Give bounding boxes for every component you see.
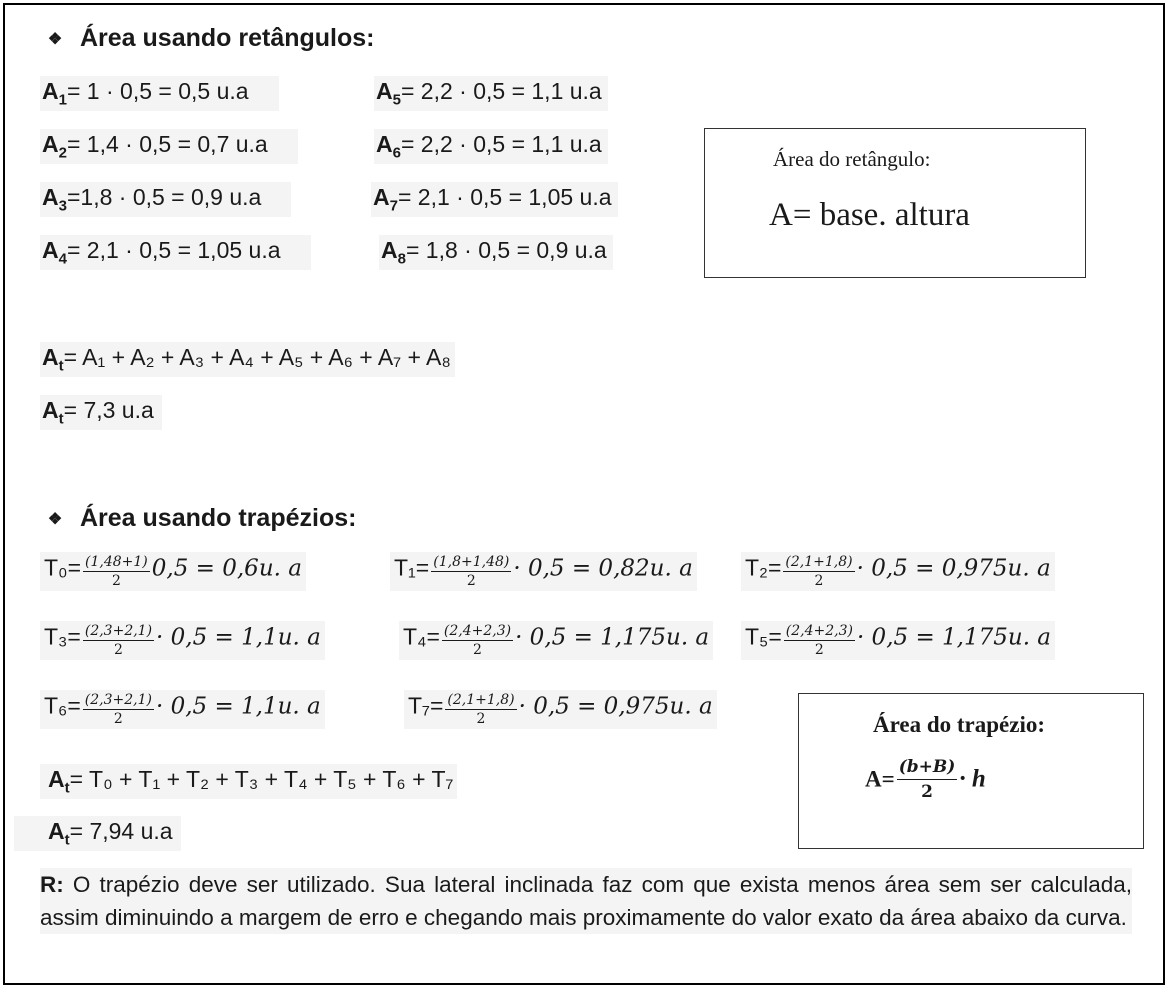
rect-area-a8: $A_8= 1,8 \cdot 0,5 = 0,9$ u.a: [379, 235, 613, 270]
rectangle-formula-box: [704, 128, 1086, 278]
answer-paragraph: R: O trapézio deve ser utilizado. Sua lateral inclinada faz com que exista menos área sem ser calculada, assim diminuindo a margem de erro e chegando mais proximamente do valor exato da área abaixo da curva.: [40, 868, 1132, 934]
trapezoid-formula-box: [798, 693, 1144, 849]
section-heading-rectangles: ❖ Área usando retângulos:: [44, 24, 375, 53]
trap-area-t4: T₄= $\frac{(2,4+2,3)}{2}$ · 0,5 = 1,175u. a: [399, 621, 713, 660]
rect-area-a6: $A_6= 2,2 \cdot 0,5 = 1,1$ u.a: [374, 129, 608, 164]
trap-area-t1: T₁= $\frac{(1,8+1,48)}{2}$ · 0,5 = 0,82u. a: [390, 552, 697, 591]
rect-total-sum: $A_t= A_1 + A_2 + A_3 + A_4 + A_5 + A_6 + A_7 + A_8$: [40, 342, 455, 377]
diamond-bullet-icon: ❖: [47, 511, 63, 528]
diamond-bullet-icon: ❖: [47, 31, 63, 48]
rect-area-a1: $A_1= 1 \cdot 0,5 = 0,5$ u.a: [40, 76, 279, 111]
rect-area-a7: $A_7= 2,1 \cdot 0,5 = 1,05$ u.a: [371, 182, 618, 217]
trap-total-value: $A_t= 7,94$ u.a: [14, 816, 181, 851]
rect-area-a4: $A_4= 2,1 \cdot 0,5 = 1,05$ u.a: [40, 235, 311, 270]
section-heading-trapezoids: ❖ Área usando trapézios:: [44, 504, 356, 533]
rect-area-a3: $A_3=1,8 \cdot 0,5 = 0,9$ u.a: [40, 182, 291, 217]
rect-total-value: $A_t= 7,3$ u.a: [40, 395, 162, 430]
trapezoid-box-formula: A= $\frac{(b+B)}{2}$ · h: [865, 757, 986, 802]
rectangle-box-formula: A= base. altura: [769, 197, 970, 233]
trap-area-t7: T₇= $\frac{(2,1+1,8)}{2}$ · 0,5 = 0,975u. a: [404, 690, 717, 729]
trap-area-t3: T₃= $\frac{(2,3+2,1)}{2}$ · 0,5 = 1,1u. a: [40, 621, 325, 660]
trapezoid-box-title: Área do trapézio:: [873, 712, 1046, 737]
trap-total-sum: $A_t= T_0 + T_1 + T_2 + T_3 + T_4 + T_5 + T_6 + T_7$: [40, 764, 457, 799]
trap-area-t2: T₂= $\frac{(2,1+1,8)}{2}$ · 0,5 = 0,975u. a: [741, 552, 1055, 591]
trap-area-t5: T₅= $\frac{(2,4+2,3)}{2}$ · 0,5 = 1,175u. a: [741, 621, 1055, 660]
trap-area-t6: T₆= $\frac{(2,3+2,1)}{2}$ · 0,5 = 1,1u. a: [40, 690, 325, 729]
rect-area-a5: $A_5= 2,2 \cdot 0,5 = 1,1$ u.a: [374, 76, 608, 111]
rect-area-a2: $A_2= 1,4 \cdot 0,5 = 0,7$ u.a: [40, 129, 298, 164]
rectangle-box-title: Área do retângulo:: [773, 147, 931, 171]
trap-area-t0: T₀= $\frac{(1,48+1)}{2}$ 0,5 = 0,6u. a: [40, 552, 306, 591]
